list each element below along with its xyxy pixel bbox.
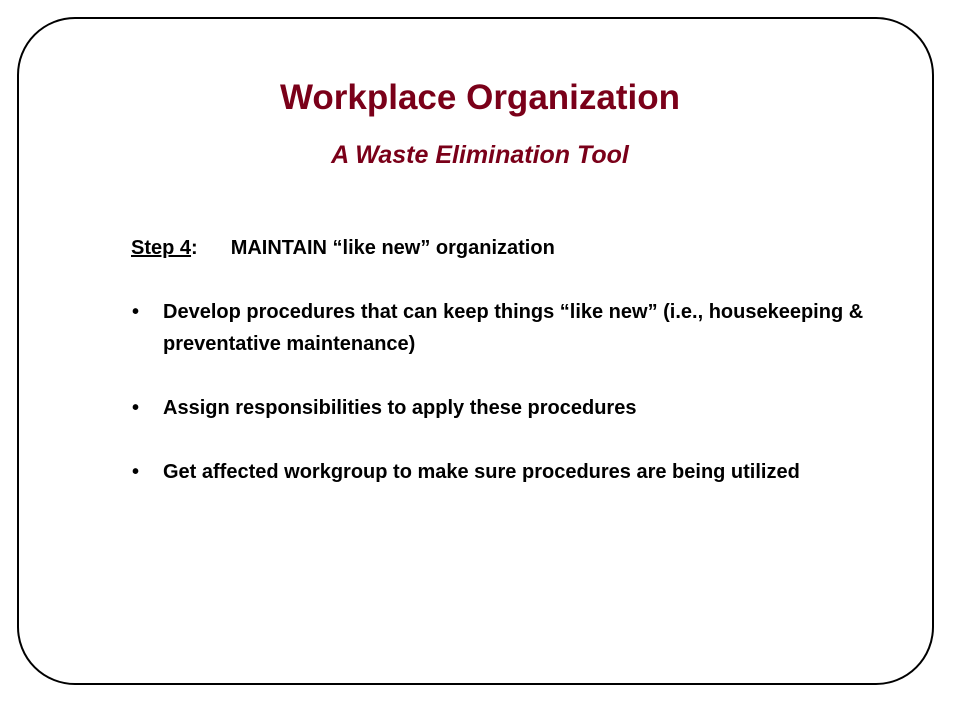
step-separator: : — [191, 237, 198, 259]
step-heading-text: MAINTAIN “like new” organization — [230, 237, 555, 259]
bullet-list — [131, 296, 871, 488]
bullet-text: Develop procedures that can keep things “like new” (i.e., housekeeping & preventative maintenance) — [163, 301, 864, 355]
bullet-item — [131, 456, 871, 488]
step-heading — [131, 232, 871, 264]
bullet-text: Assign responsibilities to apply these procedures — [163, 397, 637, 419]
slide-title: Workplace Organization — [280, 78, 680, 117]
slide-subtitle: A Waste Elimination Tool — [331, 141, 629, 169]
bullet-icon: • — [132, 397, 140, 419]
step-label: Step 4 — [131, 237, 192, 259]
bullet-text: Get affected workgroup to make sure procedures are being utilized — [163, 461, 800, 483]
slide-body — [131, 232, 871, 520]
bullet-icon: • — [132, 301, 140, 323]
bullet-icon: • — [132, 461, 140, 483]
bullet-item — [131, 392, 871, 424]
bullet-item — [131, 296, 871, 360]
